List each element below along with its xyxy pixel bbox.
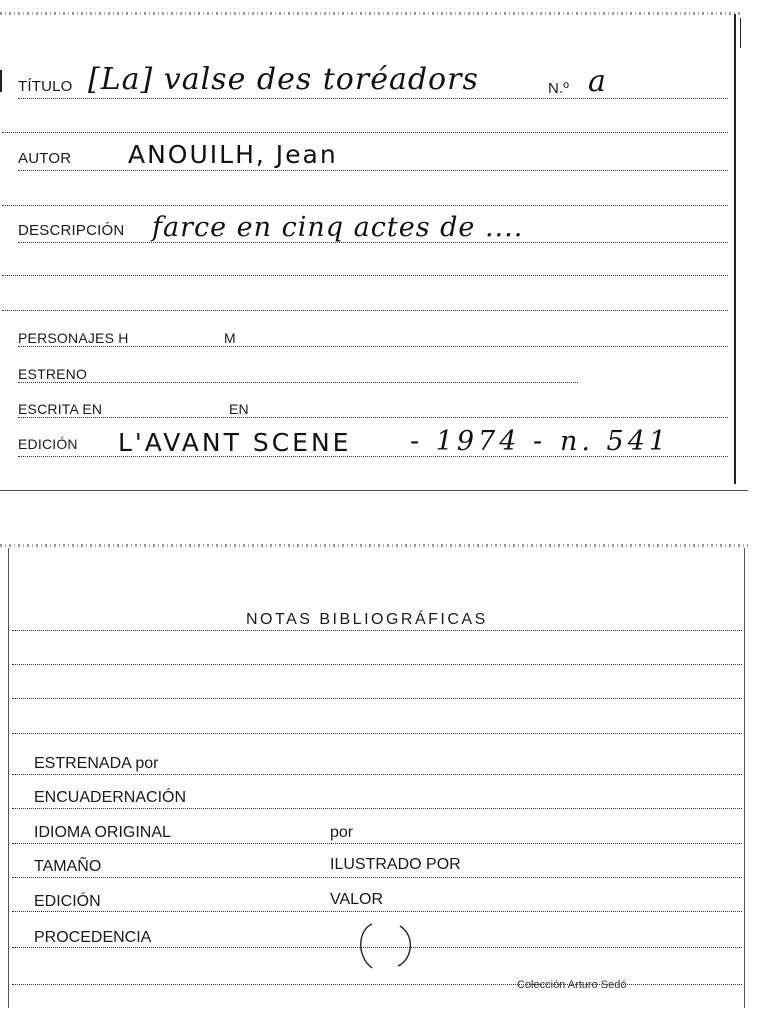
descripcion-line bbox=[18, 242, 728, 243]
rule-line bbox=[12, 630, 742, 631]
rule-line bbox=[2, 205, 728, 206]
encuadernacion-label: ENCUADERNACIÓN bbox=[34, 789, 187, 806]
personajes-label: PERSONAJES H bbox=[18, 330, 129, 346]
autor-value: ANOUILH, Jean bbox=[128, 140, 338, 169]
edicion2-line bbox=[12, 911, 742, 912]
edicion-line bbox=[18, 456, 728, 457]
escrita-label: ESCRITA EN bbox=[18, 401, 103, 417]
descripcion-value: farce en cinq actes de .... bbox=[152, 212, 524, 243]
idioma-line bbox=[12, 843, 742, 844]
valor-label: VALOR bbox=[330, 891, 384, 908]
rule-line bbox=[2, 275, 728, 276]
card-bottom-edge bbox=[0, 490, 748, 491]
tamano-label: TAMAÑO bbox=[34, 858, 102, 875]
edicion-num: n. 541 bbox=[560, 426, 671, 457]
card-border-tick bbox=[740, 18, 741, 48]
rule-line bbox=[2, 132, 728, 133]
card-border-right bbox=[734, 14, 736, 484]
rule-line bbox=[12, 733, 742, 734]
escrita-line bbox=[18, 417, 728, 418]
edicion2-label: EDICIÓN bbox=[34, 893, 101, 910]
rule-line bbox=[2, 310, 728, 311]
edicion-value: L'AVANT SCENE bbox=[118, 428, 352, 457]
encuadernacion-line bbox=[12, 808, 742, 809]
rule-line bbox=[12, 698, 742, 699]
card-border-left-mark bbox=[0, 70, 2, 92]
titulo-value: [La] valse des toréadors bbox=[88, 62, 479, 97]
titulo-line bbox=[18, 98, 728, 99]
scan-noise-top bbox=[0, 544, 748, 547]
estreno-label: ESTRENO bbox=[18, 366, 88, 382]
estrenada-line bbox=[12, 774, 742, 775]
notas-heading: NOTAS BIBLIOGRÁFICAS bbox=[246, 611, 488, 628]
punch-hole-mark bbox=[352, 916, 424, 976]
estrenada-label: ESTRENADA por bbox=[34, 755, 159, 772]
rule-line bbox=[12, 984, 742, 985]
autor-line bbox=[18, 170, 728, 171]
rule-line bbox=[12, 664, 742, 665]
tamano-line bbox=[12, 877, 742, 878]
edicion-label: EDICIÓN bbox=[18, 436, 78, 452]
idioma-label: IDIOMA ORIGINAL bbox=[34, 824, 171, 841]
personajes-m-label: M bbox=[224, 330, 236, 346]
procedencia-label: PROCEDENCIA bbox=[34, 929, 152, 946]
escrita-en-label: EN bbox=[229, 401, 249, 417]
estreno-line bbox=[18, 382, 578, 383]
scan-noise-top bbox=[0, 12, 740, 15]
edicion-year: - 1974 - bbox=[410, 426, 547, 457]
descripcion-label: DESCRIPCIÓN bbox=[18, 222, 125, 239]
por-label: por bbox=[330, 824, 354, 841]
personajes-line bbox=[18, 346, 728, 347]
titulo-label: TÍTULO bbox=[18, 78, 73, 95]
numero-value: a bbox=[588, 64, 607, 99]
card-border-right bbox=[744, 548, 745, 1008]
ilustrado-label: ILUSTRADO POR bbox=[330, 856, 461, 873]
collection-footer: Colección Arturo Sedó bbox=[517, 979, 627, 991]
numero-label: N.º bbox=[548, 80, 570, 97]
card-border-left bbox=[8, 548, 9, 1008]
autor-label: AUTOR bbox=[18, 150, 72, 167]
